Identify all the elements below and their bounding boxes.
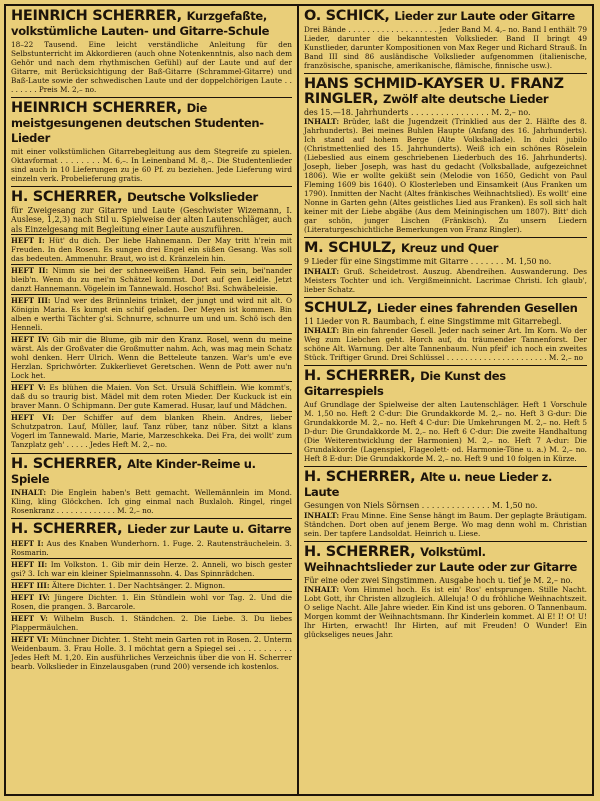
entry-title: Kreuz und Quer — [401, 241, 499, 256]
entry-scherrer-gitarrespiel — [304, 366, 587, 467]
heft-item: HEFT I: Aus des Knaben Wunderhorn. 1. Fuge. 2. Rautensträuchelein. 3. Rosmarin. — [11, 539, 292, 558]
entry-subtitle: 9 Lieder für eine Singstimme mit Gitarre . . . . . . . M. 1,50 no. — [304, 257, 552, 267]
entry-author: RINGLER, — [304, 91, 379, 107]
entry-heading — [11, 522, 292, 537]
entry-body: mit einer volkstümlichen Gitarrebegleitung aus dem Stegreife zu spielen. Oktavformat . . . . . . . . M. 6,–. In Leinenband M. 8,–. Die Studentenlieder sind auch in 10 Lieferungen zu je 60 Pf. zu beziehen. Jede Lieferung wird einzeln verk. Probelieferung gratis. — [11, 147, 292, 183]
entry-scherrer-weihnacht — [304, 542, 587, 642]
entry-author: HEINRICH SCHERRER, — [11, 8, 182, 24]
right-column — [299, 6, 592, 794]
entry-heading — [11, 101, 292, 146]
entry-subtitle: des 15.—18. Jahrhunderts . . . . . . . . . . . . . . . . M. 2,– no. — [304, 108, 531, 117]
heft-item: HEFT VI: Münchner Dichter. 1. Steht mein Garten rot in Rosen. 2. Unterm Weidenbaum. 3. Frau Holle. 3. I möchtat gern a Spiegel sei . . . . . . . . . . . Jedes Heft M. 1,20. Ein ausführliches Verzeichnis über die von H. Scherrer bearb. Volkslieder in Einzelausgaben (rund 200) versende ich kostenlos. — [11, 635, 292, 672]
advertisement-page — [4, 4, 594, 796]
entry-title: Die meistgesungenen deutschen Studenten-Lieder — [11, 101, 264, 145]
entry-schulz-kreuz — [304, 238, 587, 297]
entry-author: H. SCHERRER, — [304, 368, 416, 385]
entry-heading — [304, 241, 587, 256]
entry-heading — [304, 545, 587, 575]
entry-title: Lieder zur Laute u. Gitarre — [127, 522, 292, 537]
heft-item: HEFT III: Und wer des Brünnleins trinket, der jungt und wird nit alt. O Königin Maria. Es kumpt ein schif geladen. Der Meyen ist kommen. Bin alben e werthi Tächter g'si. Schnurre, schnurre um und um. Schö isch den Henneli. — [11, 296, 292, 333]
entry-body: Auf Grundlage der Spielweise der alten Lautenschläger. Heft 1 Vorschule M. 1,50 no. Heft 2 C-dur: Die Grundakkorde M. 2,– no. Heft 3 G-dur: Die Grundakkorde M. 2,– no. Heft 4 C-dur: Die Umkehrungen M. 2,– no. Heft 5 D-dur: Die Grundakkorde M. 2,– no. Heft 6 C-dur: Die zweite Handhaltung (Die Weiterentwicklung der Harmonien) M. 2,– no. Heft 7 A-dur: Die Grundakkorde (Lagenspiel, Flageolett- od. Harmonie-Töne u. a.) M. 2,– no. Heft 8 E-dur: Die Grundakkorde M. 2,– no. Heft 9 und 10 folgen in Kürze. — [304, 400, 587, 464]
heft-item: HEFT V: Es blühen die Maien. Von Sct. Ursulä Schifflein. Wie kommt's, daß du so traurig bist. Mädel mit dem roten Mieder. Der Kuckuck ist ein braver Mann. O Schipmann. Der gute Kamerad. Husar, lauf und Mädchen. — [11, 383, 292, 411]
heft-item: HEFT IV: Jüngere Dichter. 1. Ein Stündlein wohl vor Tag. 2. Und die Rosen, die prangen. 3. Barcarole. — [11, 593, 292, 612]
entry-author: HEINRICH SCHERRER, — [11, 100, 182, 116]
entry-author: H. SCHERRER, — [11, 189, 123, 205]
entry-title: Lieder eines fahrenden Gesellen — [376, 300, 578, 315]
entry-title: Die Kunst des Gitarrespiels — [304, 369, 506, 399]
entry-title: Volkstüml. Weihnachtslieder zur Laute oder zur Gitarre — [304, 544, 578, 574]
entry-scherrer-kinderreime — [11, 454, 292, 519]
left-column — [6, 6, 299, 794]
entry-title: Alte u. neue Lieder z. Laute — [304, 470, 553, 500]
entry-title: Kurzgefaßte, volkstümliche Lauten- und Gitarre-Schule — [11, 9, 270, 38]
entry-heading — [11, 190, 292, 205]
entry-schick — [304, 6, 587, 74]
heft-item: HEFT IV: Gib mir die Blume, gib mir den Kranz. Rosel, wenn du meine wärst. Als der Großvater die Großmutter nahm. Ach, was mag mein Schatz wohl denken. Herr Ulrich. Wenn die Betteleute tanzen. War's um'e eve Herzlan. Sprichwörter. Zukkerlievet Geretschen. Wenn de Pott awer nu'n Lock het. — [11, 335, 292, 381]
entry-scherrer-schule — [11, 6, 292, 98]
entry-body: INHALT: Brüder, laßt die Jugendzeit (Trinklied aus der 2. Hälfte des 8. Jahrhunderts). Bei meines Buhlen Haupte (Anfang des 16. Jahrhunderts). Ich stand auf hohem Berge (Alte Volksballade). In dulci jubilo (Christmettenlied des 15. Jahrhunderts). Weiß ich ein schönes Röselein (Liebeslied aus einem geschriebenen Liederbuch des 16. Jahrhunderts). Joseph, lieber Joseph, was hast du gedacht (Volksballade, aufgezeichnet 1806). Wie er wollte geküßt sein (Melodie von 1650, Gedicht von Paul Fleming 1609 bis 1640). O Klosterleben und Einsamkeit (Aus Franken um 1790). Inmitten der Nacht (Altes fränkisches Weihnachtslied). Es wollt' eine Nonne in Garten gehn (Altes geistliches Lied aus Franken). Es soll sich halt keiner mit der Liebe abgäbe (Aus dem Meiningischen um 1807). Bitt' dich gar schön, junger Lischen (Fränkisch). Zu unsern Liedern (Literaturgeschichtliche Bemerkungen von Franz Ringler). — [304, 117, 587, 235]
entry-scherrer-volkslieder — [11, 187, 292, 454]
entry-body: INHALT: Gruß. Scheidetrost. Auszug. Abendreihen. Auswanderung. Des Meisters Tochter und ich. Vergißmeinnicht. Lacrimae Christi. Ich glaub', lieber Schatz. — [304, 266, 587, 294]
entry-scherrer-alte-neue — [304, 467, 587, 541]
entry-heading — [304, 77, 587, 107]
entry-body: 18–22 Tausend. Eine leicht verständliche Anleitung für den Selbstunterricht im Akkordieren (auch ohne Notenkenntnis, also nach dem Gehör und nach dem rhythmischen Gefühl) auf der Laute und auf der Gitarre, mit Berücksichtigung der Baß-Gitarre (Schrammel-Gitarre) und Baß-Laute sowie der schwedischen Laute und der doppelchörigen Laute . . . . . . . . Preis M. 2,– no. — [11, 40, 292, 94]
entry-author: H. SCHERRER, — [304, 543, 416, 560]
entry-heading — [11, 457, 292, 487]
entry-heading — [304, 369, 587, 399]
entry-author: HANS SCHMID-KAYSER U. FRANZ — [304, 76, 564, 92]
entry-subtitle: Gesungen von Niels Sörnsen . . . . . . . . . . . . . . M. 1,50 no. — [304, 501, 538, 511]
entry-body: INHALT: Vom Himmel hoch. Es ist ein' Ros' entsprungen. Stille Nacht. Lobt Gott, ihr Christen allzugleich. Alleluja! O du fröhliche Weihnachtszeit. O selige Nacht. Alle Jahre wieder. Ein Kind ist uns geboren. O Tannenbaum. Morgen kommt der Weihnachtsmann. Ihr Kinderlein kommet. Al E! I! O! U! Ihr Hirten, erwacht! Ihr Hirten, auf mit Freuden! O Wunder! Ein glückseliges neues Jahr. — [304, 585, 587, 640]
entry-heading — [304, 9, 587, 24]
entry-title: Lieder zur Laute oder Gitarre — [394, 9, 575, 23]
entry-subtitle: Für eine oder zwei Singstimmen. Ausgabe hoch u. tief je M. 2,– no. — [304, 575, 573, 585]
entry-author: H. SCHERRER, — [11, 521, 123, 538]
entry-scherrer-studentenlieder — [11, 98, 292, 187]
entry-author: H. SCHERRER, — [304, 469, 416, 486]
entry-author: O. SCHICK, — [304, 8, 390, 24]
entry-body: INHALT: Bin ein fahrender Gesell. Jeder nach seiner Art. Im Korn. Wo der Weg zum Liebchen geht. Horch auf, du träumender Tannenforst. Der schöne Alt. Warnung. Der alte Tannenbaum. Nun pfeif' ich noch ein zweites Stück. Triftiger Grund. Drei Schlüssel . . . . . . . . . . . . . . . . . . . . . . M. 2,– no — [304, 326, 587, 363]
entry-schmid-kayser-ringler — [304, 74, 587, 238]
entry-body: INHALT: Frau Minne. Eine Sense hängt im Baum. Der geplagte Bräutigam. Ständchen. Dort oben auf jenem Berge. Wo mag denn wohl m. Christian sein. Der tapfere Landsoldat. Heinrich u. Liese. — [304, 510, 587, 538]
heft-item: HEFT I: Hüt' du dich. Der liebe Hahnemann. Der May tritt h'rein mit Freuden. In den Rosen. Es sungen drei Engel ein süßen Gesang. Was soll das bedeuten. Ammenuhr. Braut, wo ist d. Kränzelein hin. — [11, 236, 292, 264]
entry-author: H. SCHERRER, — [11, 456, 123, 473]
heft-item: HEFT III: Ältere Dichter. 1. Der Nachtsänger. 2. Mignon. — [11, 579, 292, 591]
entry-body: INHALT: Die Englein haben's Bett gemacht. Wellemännlein im Mond. Kling, kling Glöckchen. Ich ging einmal nach Buxlaloh. Ringel, ringel Rosenkranz . . . . . . . . . . . . . M. 2,– no. — [11, 488, 292, 516]
entry-subtitle: für Zweigesang zur Gitarre und Laute (Geschwister Wizemann, I. Auslese, 1,2,3) nach Stil u. Spielweise der alten Lautenschläger, auch als Einzelgesang mit Begleitung einer Laute auszuführen. — [11, 206, 292, 234]
entry-scherrer-lieder-laute — [11, 519, 292, 675]
entry-body: Drei Bände . . . . . . . . . . . . . . . . . . . Jeder Band M. 4,– no. Band I enthält 79 Lieder, darunter die bekanntesten Volkslieder. Band II bringt 49 Kunstlieder, darunter Kompositionen von Max Reger und Richard Strauß. In Band III sind 86 ausländische Volkslieder aufgenommen (italienische, französische, spanische, amerikanische, flämische, finnische usw.). — [304, 25, 587, 70]
heft-item: HEFT V: Wilhelm Busch. 1. Ständchen. 2. Die Liebe. 3. Du liebes Plappermäulchen. — [11, 614, 292, 633]
entry-subtitle: 11 Lieder von R. Baumbach, f. eine Singstimme mit Gitarrebegl. — [304, 316, 562, 326]
entry-title: Zwölf alte deutsche Lieder — [383, 92, 549, 106]
entry-author: SCHULZ, — [304, 299, 373, 316]
heft-item: HEFT VI: Der Schiffer auf dem blanken Rhein. Andres, lieber Schutzpatron. Lauf, Müller, lauf. Tanz rüber, tanz nüber. Sitzt a klans Vogerl im Tannewald. Marie, Marie, Marzeschkeka. Dei Fra, dei wollt' zum Tanzplatz geh' . . . . . Jedes Heft M. 2,– no. — [11, 413, 292, 450]
entry-author: M. SCHULZ, — [304, 240, 397, 257]
entry-title: Alte Kinder-Reime u. Spiele — [11, 457, 256, 487]
heft-item: HEFT II: Nimm sie bei der schneeweißen Hand. Fein sein, bei'nander bleib'n. Wenn du zu mei'm Schätzel kommst. Dort auf gen Leidle. Jetzt danzt Hannemann. Vögelein im Tannewald. Hoscho! Bsi. Schwäbeleisie. — [11, 266, 292, 294]
heft-item: HEFT II: Im Volkston. 1. Gib mir dein Herze. 2. Anneli, wo bisch gester gsi? 3. Ich war ein kleiner Spielmannssohn. 4. Das Spinnrädchen. — [11, 560, 292, 579]
entry-heading — [304, 470, 587, 500]
entry-heading — [304, 301, 587, 316]
entry-heading — [11, 9, 292, 39]
entry-title: Deutsche Volkslieder — [127, 190, 258, 204]
entry-schulz-gesellen — [304, 298, 587, 366]
